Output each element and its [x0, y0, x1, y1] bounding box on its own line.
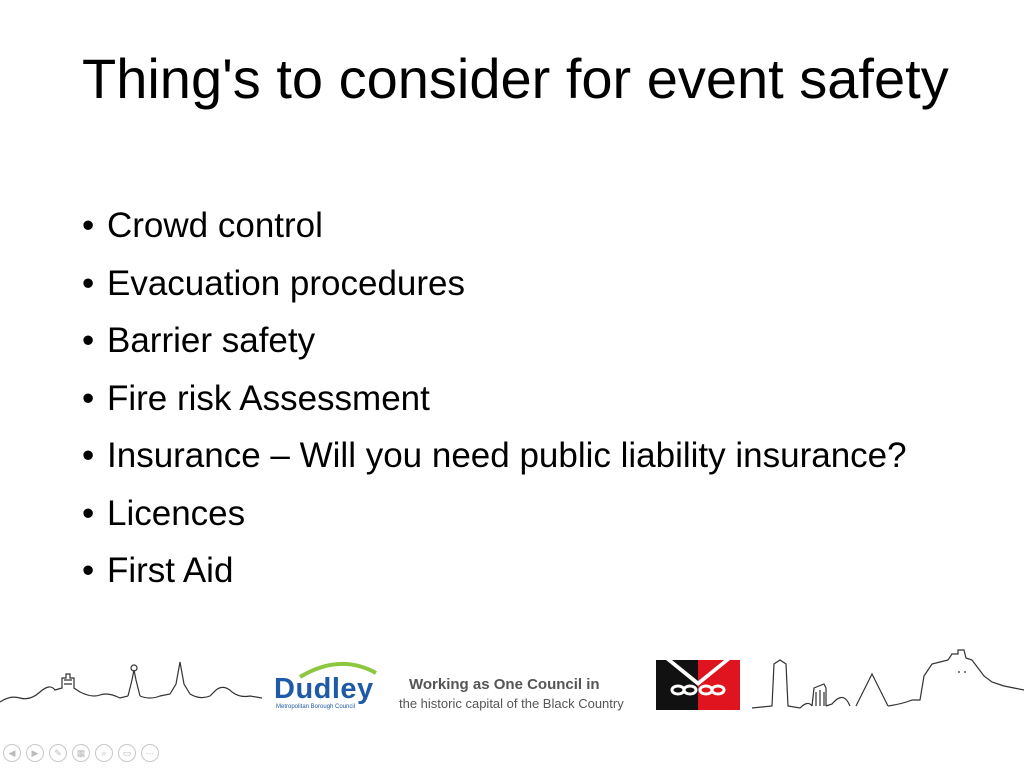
previous-icon[interactable]: ◀ — [3, 744, 21, 762]
tagline-line-2: the historic capital of the Black Country — [399, 696, 624, 711]
slides-grid-icon[interactable]: ▦ — [72, 744, 90, 762]
bullet-item: • Licences — [82, 494, 982, 534]
zoom-icon[interactable]: ⌕ — [95, 744, 113, 762]
bullet-item: • Fire risk Assessment — [82, 379, 982, 419]
bullet-list — [82, 206, 982, 609]
bullet-item: • First Aid — [82, 551, 982, 591]
bullet-item: • Crowd control — [82, 206, 982, 246]
next-icon[interactable]: ▶ — [26, 744, 44, 762]
tagline-line-1: Working as One Council in — [409, 676, 600, 693]
skyline-right-icon — [752, 640, 1024, 720]
bullet-item: • Barrier safety — [82, 321, 982, 361]
presentation-controls — [3, 744, 159, 764]
dudley-logo-subtitle: Metropolitan Borough Council — [276, 704, 356, 710]
subtitles-icon[interactable]: ▭ — [118, 744, 136, 762]
black-country-flag-icon — [656, 660, 740, 710]
dudley-logo-word: Dudley — [274, 673, 374, 705]
slide-title: Thing's to consider for event safety — [82, 47, 949, 110]
bullet-item: • Evacuation procedures — [82, 264, 982, 304]
bullet-item: • Insurance – Will you need public liability insurance? — [82, 436, 982, 476]
skyline-left-icon — [0, 640, 262, 720]
more-icon[interactable]: ⋯ — [141, 744, 159, 762]
pen-icon[interactable]: ✎ — [49, 744, 67, 762]
